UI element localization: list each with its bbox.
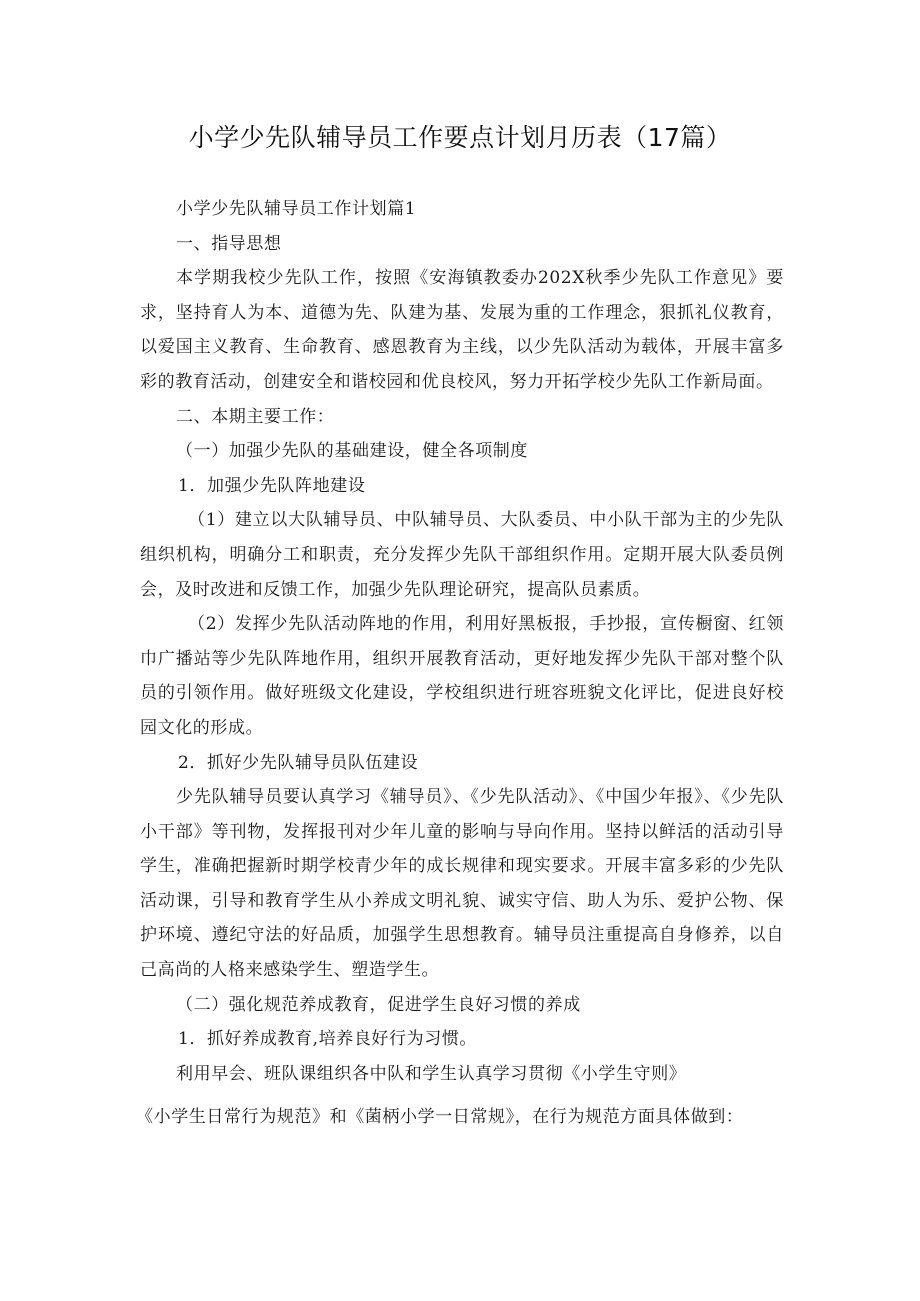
subheading: （一）加强少先队的基础建设，健全各项制度 [176, 441, 528, 462]
numbered-heading: 1．加强少先队阵地建设 [178, 475, 366, 496]
paragraph: 《小学生日常行为规范》和《菌柄小学一日常规》，在行为规范方面具体做到： [136, 1107, 744, 1128]
heading-main-work: 二、本期主要工作： [176, 406, 335, 427]
numbered-heading: 2．抓好少先队辅导员队伍建设 [178, 752, 419, 773]
section-heading: 小学少先队辅导员工作计划篇1 [176, 199, 417, 219]
numbered-heading: 1．抓好养成教育,培养良好行为习惯。 [178, 1029, 478, 1050]
paragraph: （1）建立以大队辅导员、中队辅导员、大队委员、中小队干部为主的少先队组织机构，明确分工和职责，充分发挥少先队干部组织作用。定期开展大队委员例会，及时改进和反馈工作，加强少先队理论研究，提高队员素质。 [140, 510, 784, 600]
document-title: 小学少先队辅导员工作要点计划月历表（17篇） [188, 123, 732, 152]
document-body [136, 192, 784, 1135]
paragraph: 本学期我校少先队工作，按照《安海镇教委办202X秋季少先队工作意见》要求，坚持育人为本、道德为先、队建为基、发展为重的工作理念，狠抓礼仪教育，以爱国主义教育、生命教育、感恩教育为主线，以少先队活动为载体，开展丰富多彩的教育活动，创建安全和谐校园和优良校风，努力开拓学校少先队工作新局面。 [140, 268, 784, 392]
paragraph: 利用早会、班队课组织各中队和学生认真学习贯彻《小学生守则》 [176, 1063, 687, 1084]
paragraph: （2）发挥少先队活动阵地的作用，利用好黑板报，手抄报，宣传橱窗、红领巾广播站等少先队阵地作用，组织开展教育活动，更好地发挥少先队干部对整个队员的引领作用。做好班级文化建设，学校组织进行班容班貌文化评比，促进良好校园文化的形成。 [140, 614, 784, 738]
paragraph: 少先队辅导员要认真学习《辅导员》、《少先队活动》、《中国少年报》、《少先队小干部》等刊物，发挥报刊对少年儿童的影响与导向作用。坚持以鲜活的活动引导学生，准确把握新时期学校青少年的成长规律和现实要求。开展丰富多彩的少先队活动课，引导和教育学生从小养成文明礼貌、诚实守信、助人为乐、爱护公物、保护环境、遵纪守法的好品质，加强学生思想教育。辅导员注重提高自身修养，以自己高尚的人格来感染学生、塑造学生。 [140, 787, 784, 981]
subheading: （二）强化规范养成教育，促进学生良好习惯的养成 [176, 994, 581, 1015]
heading-guiding-ideology: 一、指导思想 [176, 233, 282, 254]
